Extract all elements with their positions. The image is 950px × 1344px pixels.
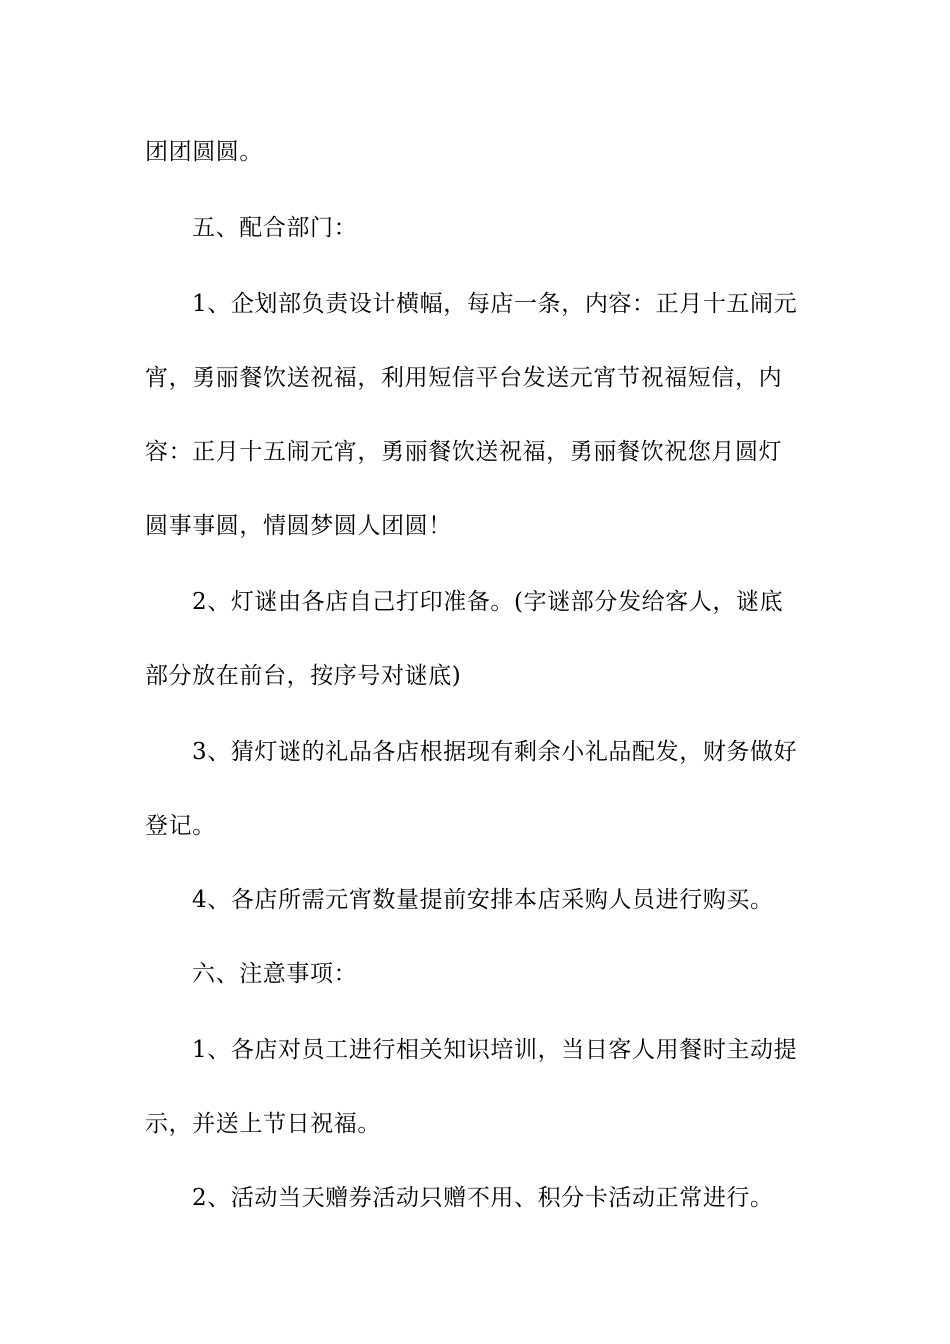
text-line-14: 示，并送上节日祝福。 xyxy=(145,1111,381,1137)
text-line-6: 圆事事圆，情圆梦圆人团圆！ xyxy=(145,513,452,539)
text-line-13: 1、各店对员工进行相关知识培训，当日客人用餐时主动提 xyxy=(192,1037,798,1063)
text-line-9: 3、猜灯谜的礼品各店根据现有剩余小礼品配发，财务做好 xyxy=(192,739,798,765)
text-line-3: 1、企划部负责设计横幅，每店一条，内容：正月十五闹元 xyxy=(192,291,798,317)
text-line-7: 2、灯谜由各店自己打印准备。(字谜部分发给客人，谜底 xyxy=(192,589,784,615)
text-line-1: 团团圆圆。 xyxy=(145,139,263,165)
text-line-4: 宵，勇丽餐饮送祝福，利用短信平台发送元宵节祝福短信，内 xyxy=(145,365,783,391)
section-heading-five: 五、配合部门： xyxy=(192,215,358,241)
section-heading-six: 六、注意事项： xyxy=(192,961,358,987)
text-line-8: 部分放在前台，按序号对谜底) xyxy=(145,663,462,689)
text-line-5: 容：正月十五闹元宵，勇丽餐饮送祝福，勇丽餐饮祝您月圆灯 xyxy=(145,439,783,465)
text-line-10: 登记。 xyxy=(145,813,216,839)
text-line-15: 2、活动当天赠券活动只赠不用、积分卡活动正常进行。 xyxy=(192,1185,774,1211)
text-line-11: 4、各店所需元宵数量提前安排本店采购人员进行购买。 xyxy=(192,887,774,913)
